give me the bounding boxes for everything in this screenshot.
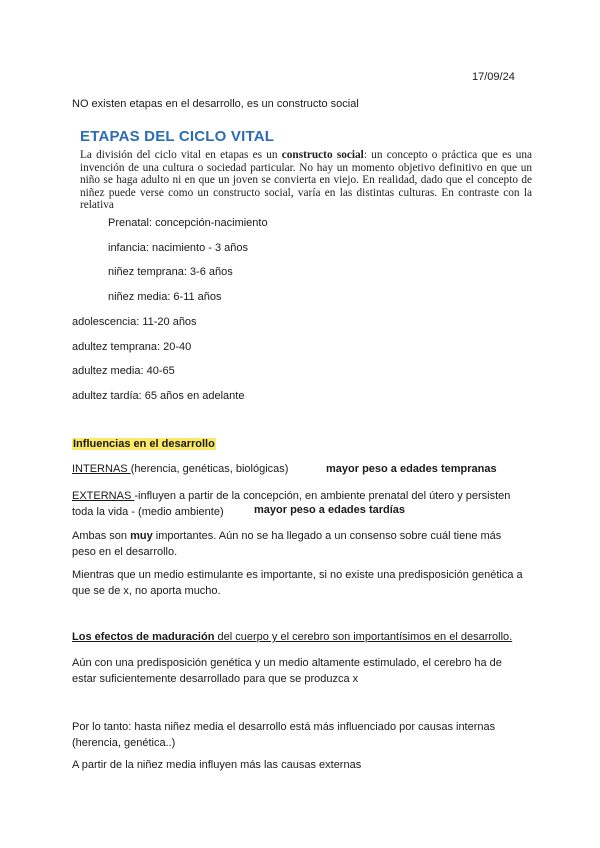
por-lo-tanto-paragraph: Por lo tanto: hasta niñez media el desarrollo está más influenciado por causas internas (herencia, genética..) — [72, 721, 496, 749]
internas-note: mayor peso a edades tempranas — [326, 463, 497, 475]
stage-adolescencia: adolescencia: 11-20 años — [72, 316, 197, 328]
internas-label: INTERNAS — [72, 463, 131, 475]
stage-adultez-tardia: adultez tardía: 65 años en adelante — [72, 390, 245, 402]
a-partir-paragraph: A partir de la niñez media influyen más las causas externas — [72, 759, 362, 771]
stage-adultez-media: adultez media: 40-65 — [72, 365, 175, 377]
textbook-excerpt-image — [80, 128, 532, 212]
aun-paragraph: Aún con una predisposición genética y un medio altamente estimulado, el cerebro ha de estar suficientemente desarrollado para que se produzca x — [72, 657, 502, 685]
ambas-paragraph: Ambas son muy importantes. Aún no se ha llegado a un consenso sobre cuál tiene más peso en el desarrollo. — [72, 530, 502, 558]
maduracion-line: Los efectos de maduración del cuerpo y el cerebro son importantísimos en el desarrollo. — [72, 631, 513, 643]
excerpt-text: La división del ciclo vital en etapas es un constructo social: un concepto o práctica que es una invención de una cultura o sociedad particular. No hay un momento objetivo definitivo en que un niño se haga adulto ni en que un joven se convierta en viejo. En realidad, dado que el concepto de niñez puede verse como un constructo social, varía en las distintas culturas. En contraste con la relativa — [80, 149, 533, 212]
stage-adultez-temprana: adultez temprana: 20-40 — [72, 341, 192, 353]
excerpt-bold-term: constructo social — [281, 149, 364, 161]
stage-prenatal: Prenatal: concepción-nacimiento — [108, 217, 268, 229]
mientras-paragraph: Mientras que un medio estimulante es importante, si no existe una predisposición genética a que se de x, no aporta mucho. — [72, 569, 523, 597]
stage-infancia: infancia: nacimiento - 3 años — [108, 242, 249, 254]
date: 17/09/24 — [472, 71, 515, 83]
externas-note: mayor peso a edades tardías — [254, 504, 406, 516]
influences-heading: Influencias en el desarrollo — [73, 438, 215, 450]
stage-ninez-media: niñez media: 6-11 años — [108, 291, 222, 303]
stage-ninez-temprana: niñez temprana: 3-6 años — [108, 266, 233, 278]
externas-paragraph: EXTERNAS -influyen a partir de la concepción, en ambiente prenatal del útero y persisten toda la vida - (medio ambiente) — [72, 490, 511, 518]
maduracion-bold: Los efectos de maduración — [72, 631, 215, 643]
internas-line: INTERNAS (herencia, genéticas, biológicas) — [72, 463, 289, 475]
externas-label: EXTERNAS — [72, 490, 135, 502]
intro-note: NO existen etapas en el desarrollo, es un constructo social — [72, 98, 359, 110]
excerpt-title: ETAPAS DEL CICLO VITAL — [80, 128, 275, 145]
